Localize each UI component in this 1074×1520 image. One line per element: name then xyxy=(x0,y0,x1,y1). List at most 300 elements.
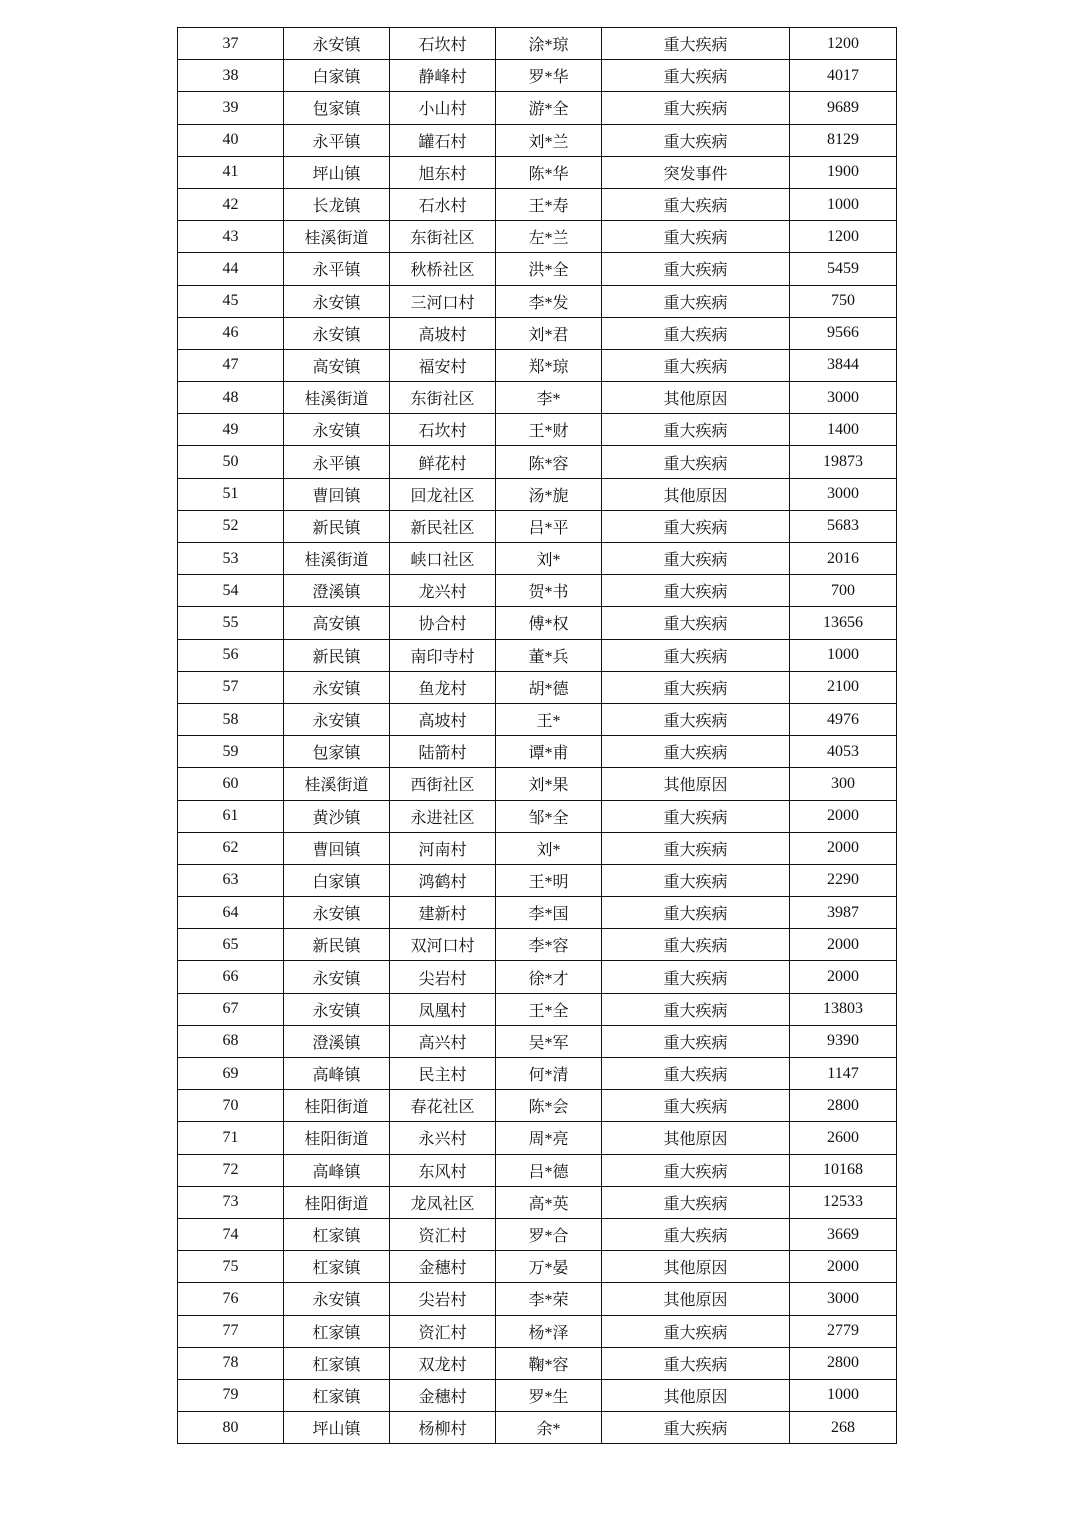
table-row xyxy=(178,1347,897,1379)
village-cell: 双河口村 xyxy=(390,929,496,961)
town-cell: 桂溪街道 xyxy=(284,543,390,575)
reason-cell: 重大疾病 xyxy=(602,1412,790,1444)
name-cell: 刘* xyxy=(496,832,602,864)
amount-cell: 3844 xyxy=(790,349,897,381)
town-cell: 桂溪街道 xyxy=(284,768,390,800)
table-row xyxy=(178,768,897,800)
row-number-cell: 64 xyxy=(178,897,284,929)
name-cell: 李*发 xyxy=(496,285,602,317)
name-cell: 刘*果 xyxy=(496,768,602,800)
reason-cell: 重大疾病 xyxy=(602,575,790,607)
row-number-cell: 46 xyxy=(178,317,284,349)
name-cell: 贺*书 xyxy=(496,575,602,607)
town-cell: 高峰镇 xyxy=(284,1058,390,1090)
reason-cell: 重大疾病 xyxy=(602,1186,790,1218)
amount-cell: 4053 xyxy=(790,736,897,768)
reason-cell: 重大疾病 xyxy=(602,1025,790,1057)
amount-cell: 13803 xyxy=(790,993,897,1025)
table-row xyxy=(178,317,897,349)
amount-cell: 9566 xyxy=(790,317,897,349)
table-row xyxy=(178,156,897,188)
amount-cell: 1000 xyxy=(790,639,897,671)
town-cell: 永安镇 xyxy=(284,1283,390,1315)
town-cell: 杠家镇 xyxy=(284,1315,390,1347)
town-cell: 新民镇 xyxy=(284,510,390,542)
table-row xyxy=(178,1122,897,1154)
name-cell: 吴*军 xyxy=(496,1025,602,1057)
amount-cell: 2000 xyxy=(790,1251,897,1283)
name-cell: 左*兰 xyxy=(496,221,602,253)
row-number-cell: 49 xyxy=(178,414,284,446)
reason-cell: 重大疾病 xyxy=(602,28,790,60)
town-cell: 永安镇 xyxy=(284,961,390,993)
village-cell: 石水村 xyxy=(390,188,496,220)
reason-cell: 重大疾病 xyxy=(602,800,790,832)
amount-cell: 1900 xyxy=(790,156,897,188)
amount-cell: 4017 xyxy=(790,60,897,92)
reason-cell: 重大疾病 xyxy=(602,993,790,1025)
village-cell: 南印寺村 xyxy=(390,639,496,671)
row-number-cell: 43 xyxy=(178,221,284,253)
name-cell: 王* xyxy=(496,703,602,735)
table-row xyxy=(178,575,897,607)
name-cell: 傅*权 xyxy=(496,607,602,639)
name-cell: 李*国 xyxy=(496,897,602,929)
row-number-cell: 72 xyxy=(178,1154,284,1186)
village-cell: 鱼龙村 xyxy=(390,671,496,703)
reason-cell: 重大疾病 xyxy=(602,607,790,639)
amount-cell: 3000 xyxy=(790,382,897,414)
table-row xyxy=(178,607,897,639)
row-number-cell: 44 xyxy=(178,253,284,285)
table-row xyxy=(178,864,897,896)
amount-cell: 2800 xyxy=(790,1347,897,1379)
village-cell: 金穗村 xyxy=(390,1251,496,1283)
table-row xyxy=(178,1090,897,1122)
amount-cell: 300 xyxy=(790,768,897,800)
reason-cell: 重大疾病 xyxy=(602,703,790,735)
amount-cell: 2100 xyxy=(790,671,897,703)
name-cell: 高*英 xyxy=(496,1186,602,1218)
row-number-cell: 68 xyxy=(178,1025,284,1057)
town-cell: 新民镇 xyxy=(284,639,390,671)
town-cell: 坪山镇 xyxy=(284,156,390,188)
town-cell: 包家镇 xyxy=(284,736,390,768)
name-cell: 余* xyxy=(496,1412,602,1444)
amount-cell: 1147 xyxy=(790,1058,897,1090)
amount-cell: 2000 xyxy=(790,832,897,864)
name-cell: 杨*泽 xyxy=(496,1315,602,1347)
reason-cell: 重大疾病 xyxy=(602,1090,790,1122)
row-number-cell: 78 xyxy=(178,1347,284,1379)
town-cell: 包家镇 xyxy=(284,92,390,124)
village-cell: 永兴村 xyxy=(390,1122,496,1154)
table-row xyxy=(178,1025,897,1057)
name-cell: 涂*琼 xyxy=(496,28,602,60)
town-cell: 高安镇 xyxy=(284,607,390,639)
amount-cell: 12533 xyxy=(790,1186,897,1218)
village-cell: 小山村 xyxy=(390,92,496,124)
table-row xyxy=(178,1186,897,1218)
amount-cell: 3000 xyxy=(790,478,897,510)
row-number-cell: 37 xyxy=(178,28,284,60)
row-number-cell: 58 xyxy=(178,703,284,735)
reason-cell: 重大疾病 xyxy=(602,446,790,478)
reason-cell: 重大疾病 xyxy=(602,285,790,317)
reason-cell: 重大疾病 xyxy=(602,1218,790,1250)
table-row xyxy=(178,478,897,510)
amount-cell: 3000 xyxy=(790,1283,897,1315)
town-cell: 永平镇 xyxy=(284,253,390,285)
town-cell: 永安镇 xyxy=(284,317,390,349)
name-cell: 王*全 xyxy=(496,993,602,1025)
row-number-cell: 66 xyxy=(178,961,284,993)
amount-cell: 1000 xyxy=(790,188,897,220)
table-row xyxy=(178,124,897,156)
reason-cell: 重大疾病 xyxy=(602,414,790,446)
village-cell: 陆箭村 xyxy=(390,736,496,768)
table-row xyxy=(178,639,897,671)
table-row xyxy=(178,1154,897,1186)
village-cell: 旭东村 xyxy=(390,156,496,188)
name-cell: 郑*琼 xyxy=(496,349,602,381)
village-cell: 龙兴村 xyxy=(390,575,496,607)
row-number-cell: 61 xyxy=(178,800,284,832)
reason-cell: 重大疾病 xyxy=(602,929,790,961)
row-number-cell: 79 xyxy=(178,1379,284,1411)
town-cell: 桂溪街道 xyxy=(284,221,390,253)
reason-cell: 重大疾病 xyxy=(602,60,790,92)
village-cell: 春花社区 xyxy=(390,1090,496,1122)
table-row xyxy=(178,832,897,864)
village-cell: 石坎村 xyxy=(390,28,496,60)
amount-cell: 2000 xyxy=(790,961,897,993)
table-row xyxy=(178,993,897,1025)
village-cell: 东风村 xyxy=(390,1154,496,1186)
reason-cell: 重大疾病 xyxy=(602,188,790,220)
town-cell: 永安镇 xyxy=(284,414,390,446)
row-number-cell: 53 xyxy=(178,543,284,575)
table-row xyxy=(178,1058,897,1090)
town-cell: 杠家镇 xyxy=(284,1347,390,1379)
reason-cell: 其他原因 xyxy=(602,768,790,800)
village-cell: 永进社区 xyxy=(390,800,496,832)
town-cell: 高安镇 xyxy=(284,349,390,381)
amount-cell: 8129 xyxy=(790,124,897,156)
village-cell: 东街社区 xyxy=(390,221,496,253)
reason-cell: 重大疾病 xyxy=(602,221,790,253)
town-cell: 澄溪镇 xyxy=(284,1025,390,1057)
village-cell: 高兴村 xyxy=(390,1025,496,1057)
amount-cell: 1200 xyxy=(790,28,897,60)
name-cell: 罗*华 xyxy=(496,60,602,92)
row-number-cell: 54 xyxy=(178,575,284,607)
reason-cell: 重大疾病 xyxy=(602,1154,790,1186)
village-cell: 高坡村 xyxy=(390,317,496,349)
amount-cell: 1000 xyxy=(790,1379,897,1411)
reason-cell: 重大疾病 xyxy=(602,961,790,993)
row-number-cell: 59 xyxy=(178,736,284,768)
table-row xyxy=(178,414,897,446)
town-cell: 长龙镇 xyxy=(284,188,390,220)
name-cell: 陈*会 xyxy=(496,1090,602,1122)
name-cell: 陈*华 xyxy=(496,156,602,188)
table-row xyxy=(178,929,897,961)
town-cell: 桂阳街道 xyxy=(284,1090,390,1122)
row-number-cell: 41 xyxy=(178,156,284,188)
town-cell: 永安镇 xyxy=(284,897,390,929)
town-cell: 白家镇 xyxy=(284,864,390,896)
reason-cell: 重大疾病 xyxy=(602,832,790,864)
name-cell: 王*明 xyxy=(496,864,602,896)
name-cell: 胡*德 xyxy=(496,671,602,703)
name-cell: 周*亮 xyxy=(496,1122,602,1154)
reason-cell: 重大疾病 xyxy=(602,92,790,124)
name-cell: 李* xyxy=(496,382,602,414)
name-cell: 刘*兰 xyxy=(496,124,602,156)
row-number-cell: 38 xyxy=(178,60,284,92)
amount-cell: 3669 xyxy=(790,1218,897,1250)
name-cell: 邹*全 xyxy=(496,800,602,832)
reason-cell: 其他原因 xyxy=(602,1251,790,1283)
row-number-cell: 80 xyxy=(178,1412,284,1444)
name-cell: 李*容 xyxy=(496,929,602,961)
town-cell: 黄沙镇 xyxy=(284,800,390,832)
table-row xyxy=(178,1251,897,1283)
amount-cell: 4976 xyxy=(790,703,897,735)
town-cell: 永安镇 xyxy=(284,671,390,703)
amount-cell: 2000 xyxy=(790,929,897,961)
table-row xyxy=(178,961,897,993)
name-cell: 鞠*容 xyxy=(496,1347,602,1379)
row-number-cell: 73 xyxy=(178,1186,284,1218)
town-cell: 高峰镇 xyxy=(284,1154,390,1186)
reason-cell: 重大疾病 xyxy=(602,510,790,542)
table-body xyxy=(178,28,897,1444)
table-row xyxy=(178,382,897,414)
amount-cell: 268 xyxy=(790,1412,897,1444)
table-row xyxy=(178,285,897,317)
row-number-cell: 74 xyxy=(178,1218,284,1250)
amount-cell: 750 xyxy=(790,285,897,317)
reason-cell: 重大疾病 xyxy=(602,1315,790,1347)
row-number-cell: 75 xyxy=(178,1251,284,1283)
reason-cell: 重大疾病 xyxy=(602,897,790,929)
amount-cell: 5683 xyxy=(790,510,897,542)
row-number-cell: 55 xyxy=(178,607,284,639)
row-number-cell: 52 xyxy=(178,510,284,542)
reason-cell: 其他原因 xyxy=(602,1283,790,1315)
table-row xyxy=(178,253,897,285)
table-row xyxy=(178,671,897,703)
village-cell: 资汇村 xyxy=(390,1315,496,1347)
town-cell: 永安镇 xyxy=(284,285,390,317)
amount-cell: 2800 xyxy=(790,1090,897,1122)
reason-cell: 重大疾病 xyxy=(602,543,790,575)
table-row xyxy=(178,736,897,768)
table-row xyxy=(178,221,897,253)
amount-cell: 2600 xyxy=(790,1122,897,1154)
row-number-cell: 39 xyxy=(178,92,284,124)
reason-cell: 其他原因 xyxy=(602,478,790,510)
village-cell: 凤凰村 xyxy=(390,993,496,1025)
table-row xyxy=(178,349,897,381)
village-cell: 资汇村 xyxy=(390,1218,496,1250)
name-cell: 洪*全 xyxy=(496,253,602,285)
assistance-table xyxy=(177,27,897,1444)
village-cell: 秋桥社区 xyxy=(390,253,496,285)
name-cell: 万*晏 xyxy=(496,1251,602,1283)
table-row xyxy=(178,446,897,478)
reason-cell: 重大疾病 xyxy=(602,124,790,156)
name-cell: 汤*旎 xyxy=(496,478,602,510)
table-row xyxy=(178,92,897,124)
village-cell: 杨柳村 xyxy=(390,1412,496,1444)
town-cell: 永平镇 xyxy=(284,446,390,478)
table-row xyxy=(178,800,897,832)
name-cell: 董*兵 xyxy=(496,639,602,671)
row-number-cell: 71 xyxy=(178,1122,284,1154)
village-cell: 三河口村 xyxy=(390,285,496,317)
amount-cell: 19873 xyxy=(790,446,897,478)
village-cell: 峡口社区 xyxy=(390,543,496,575)
reason-cell: 突发事件 xyxy=(602,156,790,188)
table-row xyxy=(178,703,897,735)
village-cell: 新民社区 xyxy=(390,510,496,542)
amount-cell: 1400 xyxy=(790,414,897,446)
name-cell: 李*荣 xyxy=(496,1283,602,1315)
reason-cell: 重大疾病 xyxy=(602,1058,790,1090)
village-cell: 尖岩村 xyxy=(390,1283,496,1315)
table-row xyxy=(178,543,897,575)
table-row xyxy=(178,1412,897,1444)
town-cell: 澄溪镇 xyxy=(284,575,390,607)
reason-cell: 其他原因 xyxy=(602,382,790,414)
table-row xyxy=(178,510,897,542)
village-cell: 罐石村 xyxy=(390,124,496,156)
reason-cell: 其他原因 xyxy=(602,1379,790,1411)
village-cell: 协合村 xyxy=(390,607,496,639)
table-row xyxy=(178,1218,897,1250)
village-cell: 高坡村 xyxy=(390,703,496,735)
name-cell: 罗*合 xyxy=(496,1218,602,1250)
row-number-cell: 70 xyxy=(178,1090,284,1122)
town-cell: 永安镇 xyxy=(284,703,390,735)
name-cell: 谭*甫 xyxy=(496,736,602,768)
town-cell: 永平镇 xyxy=(284,124,390,156)
row-number-cell: 76 xyxy=(178,1283,284,1315)
amount-cell: 1200 xyxy=(790,221,897,253)
amount-cell: 3987 xyxy=(790,897,897,929)
amount-cell: 9689 xyxy=(790,92,897,124)
amount-cell: 9390 xyxy=(790,1025,897,1057)
reason-cell: 重大疾病 xyxy=(602,639,790,671)
village-cell: 龙凤社区 xyxy=(390,1186,496,1218)
town-cell: 桂阳街道 xyxy=(284,1122,390,1154)
amount-cell: 5459 xyxy=(790,253,897,285)
row-number-cell: 56 xyxy=(178,639,284,671)
name-cell: 吕*平 xyxy=(496,510,602,542)
name-cell: 刘* xyxy=(496,543,602,575)
town-cell: 桂溪街道 xyxy=(284,382,390,414)
name-cell: 吕*德 xyxy=(496,1154,602,1186)
name-cell: 王*寿 xyxy=(496,188,602,220)
village-cell: 西街社区 xyxy=(390,768,496,800)
row-number-cell: 62 xyxy=(178,832,284,864)
village-cell: 福安村 xyxy=(390,349,496,381)
table-row xyxy=(178,28,897,60)
table-row xyxy=(178,1283,897,1315)
row-number-cell: 48 xyxy=(178,382,284,414)
reason-cell: 重大疾病 xyxy=(602,671,790,703)
name-cell: 徐*才 xyxy=(496,961,602,993)
village-cell: 建新村 xyxy=(390,897,496,929)
village-cell: 民主村 xyxy=(390,1058,496,1090)
name-cell: 罗*生 xyxy=(496,1379,602,1411)
village-cell: 尖岩村 xyxy=(390,961,496,993)
town-cell: 曹回镇 xyxy=(284,478,390,510)
amount-cell: 13656 xyxy=(790,607,897,639)
town-cell: 杠家镇 xyxy=(284,1218,390,1250)
village-cell: 金穗村 xyxy=(390,1379,496,1411)
amount-cell: 2779 xyxy=(790,1315,897,1347)
row-number-cell: 60 xyxy=(178,768,284,800)
row-number-cell: 77 xyxy=(178,1315,284,1347)
amount-cell: 2000 xyxy=(790,800,897,832)
table-row xyxy=(178,60,897,92)
town-cell: 永安镇 xyxy=(284,28,390,60)
town-cell: 白家镇 xyxy=(284,60,390,92)
village-cell: 河南村 xyxy=(390,832,496,864)
village-cell: 回龙社区 xyxy=(390,478,496,510)
village-cell: 双龙村 xyxy=(390,1347,496,1379)
town-cell: 曹回镇 xyxy=(284,832,390,864)
name-cell: 游*全 xyxy=(496,92,602,124)
village-cell: 鲜花村 xyxy=(390,446,496,478)
village-cell: 鸿鹤村 xyxy=(390,864,496,896)
town-cell: 桂阳街道 xyxy=(284,1186,390,1218)
name-cell: 何*清 xyxy=(496,1058,602,1090)
village-cell: 东街社区 xyxy=(390,382,496,414)
town-cell: 新民镇 xyxy=(284,929,390,961)
name-cell: 王*财 xyxy=(496,414,602,446)
row-number-cell: 67 xyxy=(178,993,284,1025)
reason-cell: 重大疾病 xyxy=(602,864,790,896)
village-cell: 石坎村 xyxy=(390,414,496,446)
row-number-cell: 57 xyxy=(178,671,284,703)
row-number-cell: 50 xyxy=(178,446,284,478)
amount-cell: 2016 xyxy=(790,543,897,575)
table-row xyxy=(178,188,897,220)
row-number-cell: 40 xyxy=(178,124,284,156)
amount-cell: 700 xyxy=(790,575,897,607)
table-row xyxy=(178,897,897,929)
row-number-cell: 63 xyxy=(178,864,284,896)
town-cell: 杠家镇 xyxy=(284,1379,390,1411)
table-row xyxy=(178,1379,897,1411)
reason-cell: 其他原因 xyxy=(602,1122,790,1154)
row-number-cell: 51 xyxy=(178,478,284,510)
village-cell: 静峰村 xyxy=(390,60,496,92)
row-number-cell: 69 xyxy=(178,1058,284,1090)
reason-cell: 重大疾病 xyxy=(602,1347,790,1379)
town-cell: 杠家镇 xyxy=(284,1251,390,1283)
row-number-cell: 45 xyxy=(178,285,284,317)
reason-cell: 重大疾病 xyxy=(602,317,790,349)
row-number-cell: 65 xyxy=(178,929,284,961)
reason-cell: 重大疾病 xyxy=(602,736,790,768)
name-cell: 陈*容 xyxy=(496,446,602,478)
